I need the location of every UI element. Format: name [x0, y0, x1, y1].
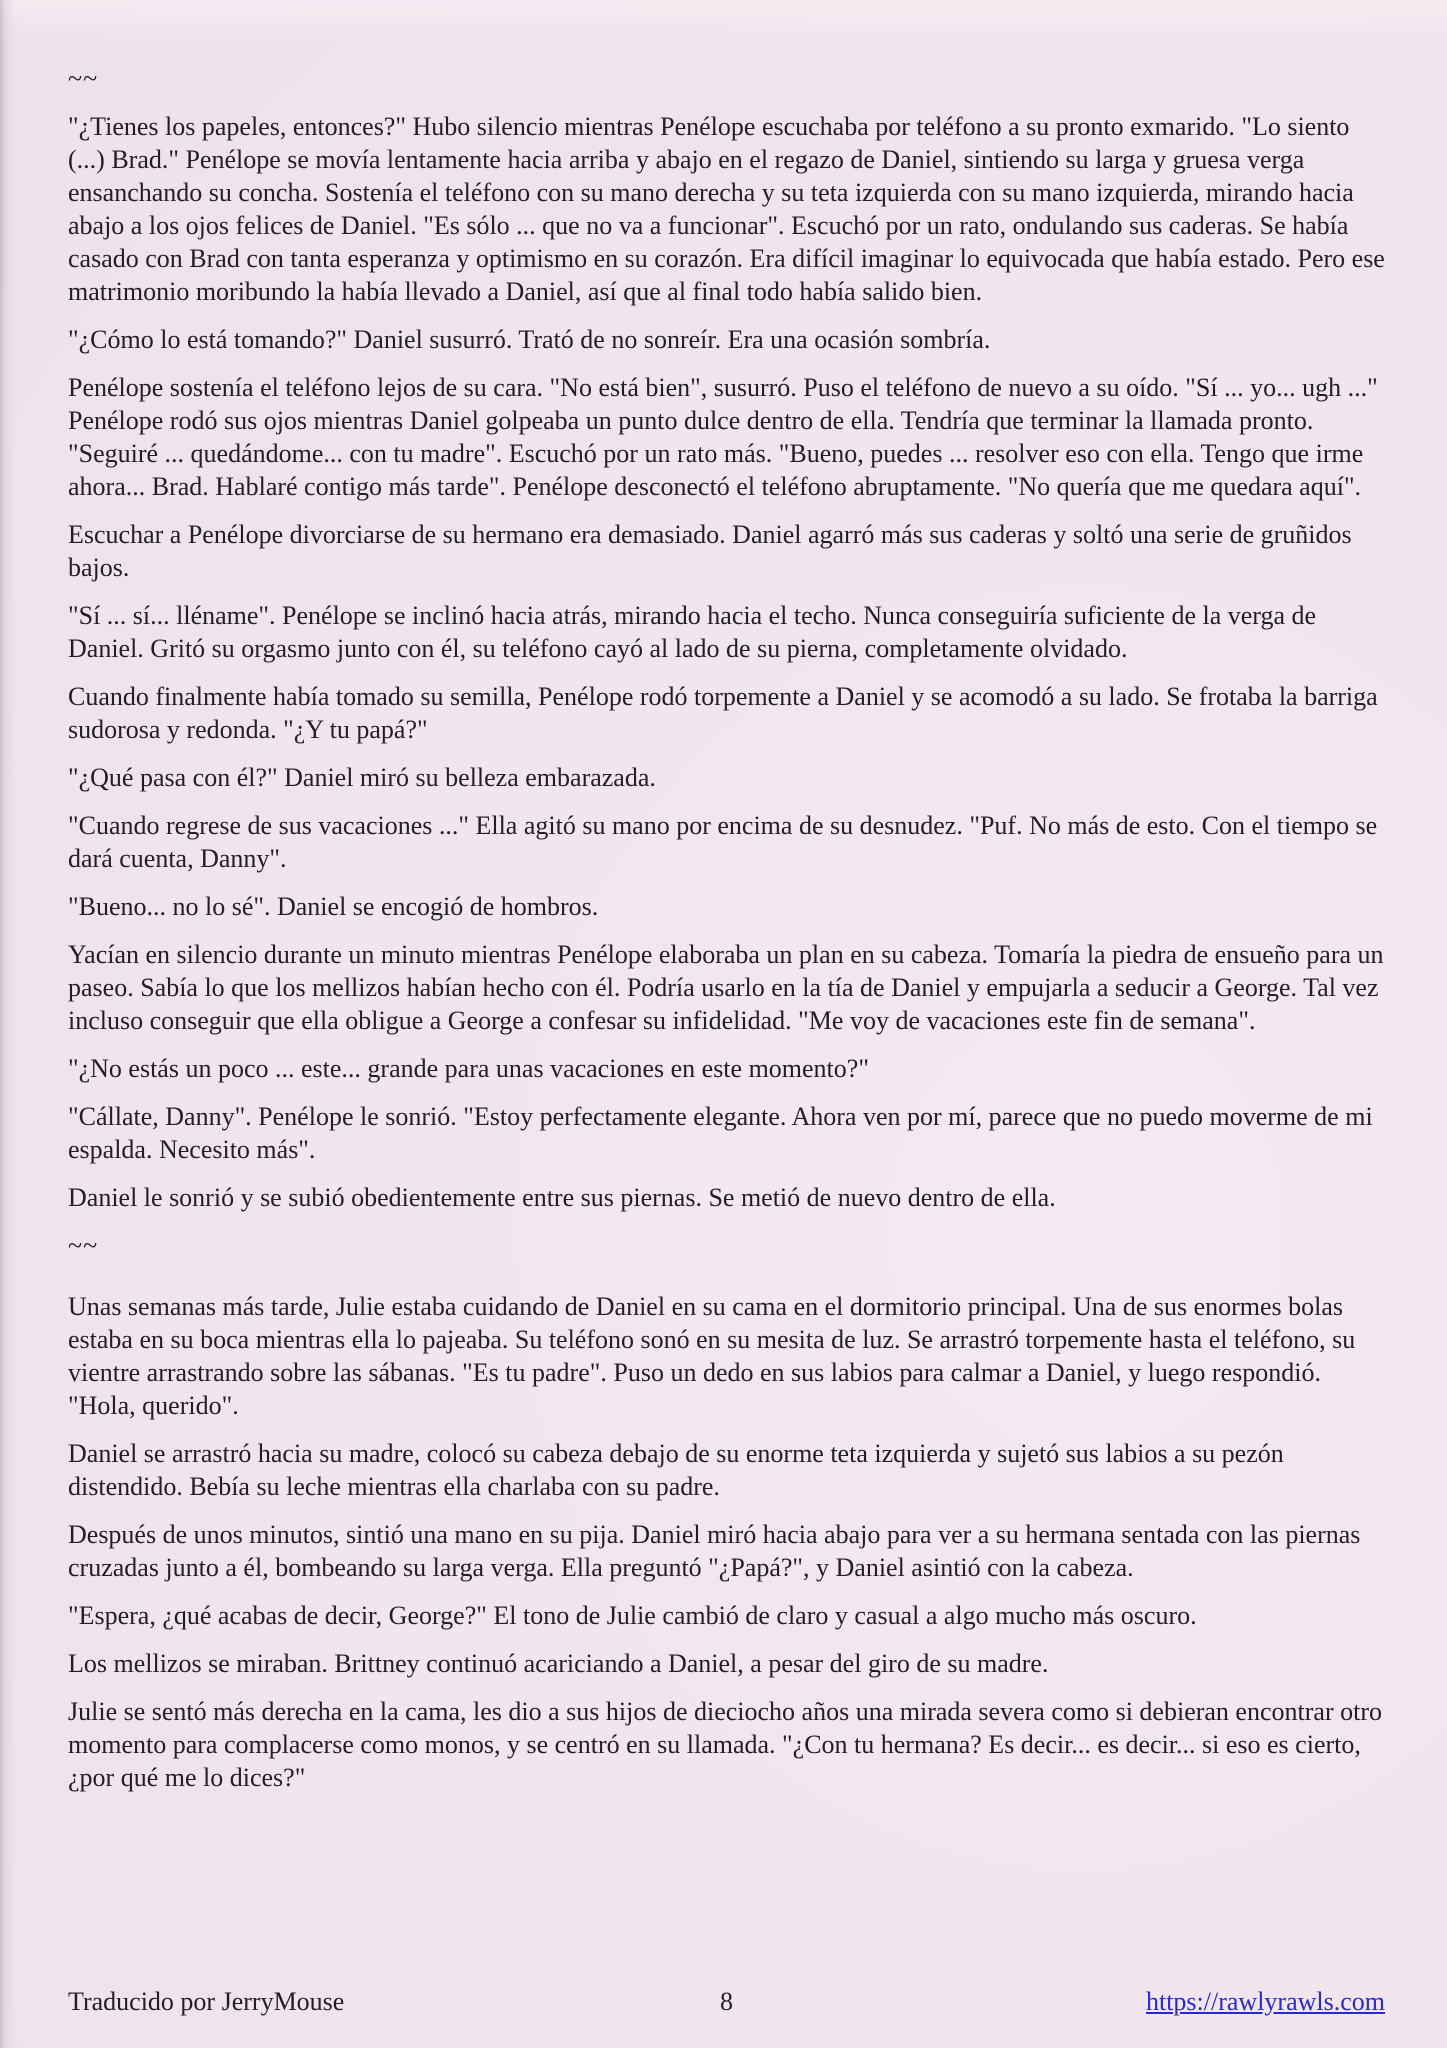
- page-body-text: [68, 62, 1385, 1809]
- paragraph: Unas semanas más tarde, Julie estaba cuidando de Daniel en su cama en el dormitorio principal. Una de sus enormes bolas estaba en su boca mientras ella lo pajeaba. Su teléfono sonó en su mesita de luz. Se arrastró torpemente hasta el teléfono, su vientre arrastrando sobre las sábanas. "Es tu padre". Puso un dedo en sus labios para calmar a Daniel, y luego respondió. "Hola, querido".: [68, 1292, 1356, 1420]
- paragraph: "¿Cómo lo está tomando?" Daniel susurró. Trató de no sonreír. Era una ocasión sombría.: [68, 325, 991, 354]
- paragraph: Daniel le sonrió y se subió obedientemente entre sus piernas. Se metió de nuevo dentro de ella.: [68, 1183, 1056, 1212]
- paragraph: "Bueno... no lo sé". Daniel se encogió de hombros.: [68, 892, 599, 921]
- page-footer: [68, 1985, 1385, 2018]
- paragraph: "Espera, ¿qué acabas de decir, George?" El tono de Julie cambió de claro y casual a algo mucho más oscuro.: [68, 1601, 1197, 1630]
- paragraph: Julie se sentó más derecha en la cama, les dio a sus hijos de dieciocho años una mirada severa como si debieran encontrar otro momento para complacerse como monos, y se centró en su llamada. "¿Con tu hermana? Es decir... es decir... si eso es cierto, ¿por qué me lo dices?": [68, 1697, 1382, 1792]
- paragraph: Penélope sostenía el teléfono lejos de su cara. "No está bien", susurró. Puso el teléfono de nuevo a su oído. "Sí ... yo... ugh ..." Penélope rodó sus ojos mientras Daniel golpeaba un punto dulce dentro de ella. Tendría que terminar la llamada pronto. "Seguiré ... quedándome... con tu madre". Escuchó por un rato más. "Bueno, puedes ... resolver eso con ella. Tengo que irme ahora... Brad. Hablaré contigo más tarde". Penélope desconectó el teléfono abruptamente. "No quería que me quedara aquí".: [68, 373, 1378, 501]
- footer-link[interactable]: https://rawlyrawls.com: [1145, 1987, 1385, 2016]
- paragraph: Cuando finalmente había tomado su semilla, Penélope rodó torpemente a Daniel y se acomodó a su lado. Se frotaba la barriga sudorosa y redonda. "¿Y tu papá?": [68, 682, 1378, 744]
- paragraph: Los mellizos se miraban. Brittney continuó acariciando a Daniel, a pesar del giro de su madre.: [68, 1649, 1049, 1678]
- paragraph: "¿No estás un poco ... este... grande para unas vacaciones en este momento?": [68, 1054, 869, 1083]
- paragraph: "¿Qué pasa con él?" Daniel miró su belleza embarazada.: [68, 763, 656, 792]
- section-separator: ~~: [68, 1231, 99, 1260]
- paragraph: Escuchar a Penélope divorciarse de su hermano era demasiado. Daniel agarró más sus caderas y soltó una serie de gruñidos bajos.: [68, 520, 1352, 582]
- footer-link-container: [733, 1985, 1385, 2018]
- paragraph: "Sí ... sí... lléname". Penélope se inclinó hacia atrás, mirando hacia el techo. Nunca conseguiría suficiente de la verga de Daniel. Gritó su orgasmo junto con él, su teléfono cayó al lado de su pierna, completamente olvidado.: [68, 601, 1317, 663]
- section-separator: ~~: [68, 64, 99, 93]
- paragraph: Yacían en silencio durante un minuto mientras Penélope elaboraba un plan en su cabeza. Tomaría la piedra de ensueño para un paseo. Sabía lo que los mellizos habían hecho con él. Podría usarlo en la tía de Daniel y empujarla a seducir a George. Tal vez incluso conseguir que ella obligue a George a confesar su infidelidad. "Me voy de vacaciones este fin de semana".: [68, 940, 1384, 1035]
- page-number: 8: [720, 1987, 733, 2016]
- paragraph: Después de unos minutos, sintió una mano en su pija. Daniel miró hacia abajo para ver a su hermana sentada con las piernas cruzadas junto a él, bombeando su larga verga. Ella preguntó "¿Papá?", y Daniel asintió con la cabeza.: [68, 1520, 1361, 1582]
- paragraph: "Cállate, Danny". Penélope le sonrió. "Estoy perfectamente elegante. Ahora ven por mí, parece que no puedo moverme de mi espalda. Necesito más".: [68, 1102, 1373, 1164]
- paragraph: Daniel se arrastró hacia su madre, colocó su cabeza debajo de su enorme teta izquierda y sujetó sus labios a su pezón distendido. Bebía su leche mientras ella charlaba con su padre.: [68, 1439, 1284, 1501]
- paragraph: "¿Tienes los papeles, entonces?" Hubo silencio mientras Penélope escuchaba por teléfono a su pronto exmarido. "Lo siento (...) Brad." Penélope se movía lentamente hacia arriba y abajo en el regazo de Daniel, sintiendo su larga y gruesa verga ensanchando su concha. Sostenía el teléfono con su mano derecha y su teta izquierda con su mano izquierda, mirando hacia abajo a los ojos felices de Daniel. "Es sólo ... que no va a funcionar". Escuchó por un rato, ondulando sus caderas. Se había casado con Brad con tanta esperanza y optimismo en su corazón. Era difícil imaginar lo equivocada que había estado. Pero ese matrimonio moribundo la había llevado a Daniel, así que al final todo había salido bien.: [68, 112, 1385, 306]
- translator-credit: Traducido por JerryMouse: [68, 1987, 345, 2016]
- paragraph: "Cuando regrese de sus vacaciones ..." Ella agitó su mano por encima de su desnudez. "Puf. No más de esto. Con el tiempo se dará cuenta, Danny".: [68, 811, 1378, 873]
